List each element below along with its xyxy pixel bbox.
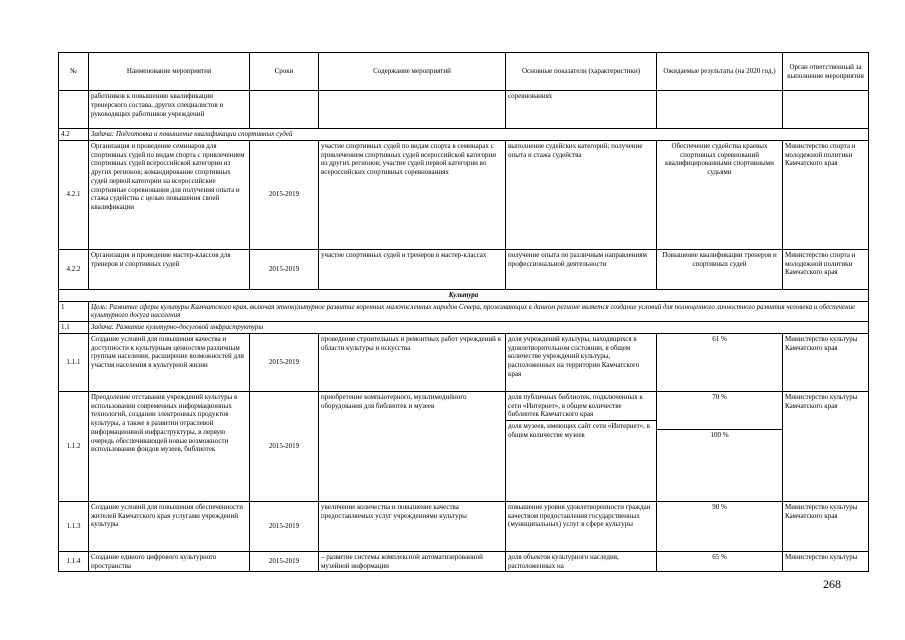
item-period: 2015-2019 bbox=[250, 249, 319, 289]
indicator-entry: доля публичных библиотек, подключенных к сети «Интернет», в общем количестве библиотек Камчатского края bbox=[506, 393, 656, 421]
item-name: работников к повышению квалификации тренерского состава, других специалистов и руководящих работников учреждений bbox=[89, 91, 250, 129]
item-number bbox=[59, 91, 89, 129]
data-row bbox=[59, 551, 869, 572]
header-row bbox=[59, 53, 869, 91]
col-header-num: № bbox=[59, 53, 89, 91]
section-row bbox=[59, 289, 869, 301]
item-responsible: Министерство культуры bbox=[783, 551, 869, 572]
item-period: 2015-2019 bbox=[250, 140, 319, 249]
section-title: Культура bbox=[59, 289, 869, 301]
item-number: 1.1.3 bbox=[59, 501, 89, 551]
item-content: приобретение компьютерного, мультимедийного оборудования для библиотек и музеев bbox=[319, 391, 506, 501]
col-header-period: Сроки bbox=[250, 53, 319, 91]
goal-text: Цель: Развитие сферы культуры Камчатского края, включая этнокультурное развитие коренных малочисленных народов Севера, проживающих в данном регионе является создание условий для полноценного личностного развития человека и обеспечение культурного досуга населения bbox=[89, 301, 869, 322]
data-row bbox=[59, 249, 869, 289]
result-entry: 100 % bbox=[710, 430, 729, 439]
item-results: 61 % bbox=[657, 333, 783, 391]
data-row bbox=[59, 333, 869, 391]
col-header-content: Содержание мероприятий bbox=[319, 53, 506, 91]
item-content: участие спортивных судей по видам спорта в семинарах с привлечением спортивных судей всероссийской категории из других регионов; участие судей первой категории во всероссийских спортивных соревнованиях bbox=[319, 140, 506, 249]
item-name: Преодоление отставания учреждений культуры в использовании современных информационных технологий, создании электронных продуктов культуры, а также в развитии отраслевой информационной инфраструктуры, в первую очередь обеспечивающей новые возможности использования фондов музеев, библиотек bbox=[89, 391, 250, 501]
item-number: 4.2.2 bbox=[59, 249, 89, 289]
item-results bbox=[657, 91, 783, 129]
item-indicators: соревнованиях bbox=[506, 91, 657, 129]
item-responsible: Министерство культуры Камчатского края bbox=[783, 501, 869, 551]
task-number: 4.2 bbox=[59, 129, 89, 141]
item-responsible: Министерство культуры Камчатского края bbox=[783, 333, 869, 391]
data-row bbox=[59, 91, 869, 129]
item-results bbox=[657, 391, 783, 501]
item-period: 2015-2019 bbox=[250, 551, 319, 572]
task-text: Задача: Развитие культурно-досуговой инфраструктуры bbox=[89, 322, 869, 334]
data-row bbox=[59, 140, 869, 249]
col-header-responsible: Орган ответственный за выполнение мероприятия bbox=[783, 53, 869, 91]
item-name: Создание условий для повышения качества и доступности к культурным ценностям различным группам населения, расширение возможностей для участия населения в культурной жизни bbox=[89, 333, 250, 391]
item-content: проведение строительных и ремонтных работ учреждений в области культуры и искусства bbox=[319, 333, 506, 391]
item-indicators: получение опыта по различным направлениям профессиональной деятельности bbox=[506, 249, 657, 289]
item-content: увеличение количества и повышение качества предоставляемых услуг учреждениями культуры bbox=[319, 501, 506, 551]
task-row bbox=[59, 129, 869, 141]
item-period: 2015-2019 bbox=[250, 501, 319, 551]
indicator-entry: доля музеев, имеющих сайт сети «Интернет», в общем количестве музеев bbox=[508, 422, 650, 439]
item-indicators: доля объектов культурного наследия, расположенных на bbox=[506, 551, 657, 572]
table-body bbox=[59, 91, 869, 572]
item-period bbox=[250, 91, 319, 129]
data-row bbox=[59, 501, 869, 551]
item-period: 2015-2019 bbox=[250, 391, 319, 501]
item-results: Повышение квалификации тренеров и спортивных судей bbox=[657, 249, 783, 289]
item-period: 2015-2019 bbox=[250, 333, 319, 391]
item-number: 1.1.1 bbox=[59, 333, 89, 391]
item-indicators: выполнение судейских категорий; получение опыта и стажа судейства bbox=[506, 140, 657, 249]
task-number: 1.1 bbox=[59, 322, 89, 334]
result-entry: 70 % bbox=[657, 393, 782, 430]
item-content: участие спортивных судей и тренеров в мастер-классах bbox=[319, 249, 506, 289]
split-row bbox=[59, 391, 869, 501]
item-number: 4.2.1 bbox=[59, 140, 89, 249]
item-name: Создание единого цифрового культурного пространства bbox=[89, 551, 250, 572]
goal-row bbox=[59, 301, 869, 322]
item-responsible: Министерство культуры Камчатского края bbox=[783, 391, 869, 501]
task-text: Задача: Подготовка и повышение квалификации спортивных судей bbox=[89, 129, 869, 141]
task-row bbox=[59, 322, 869, 334]
item-responsible: Министерство спорта и молодежной политики Камчатского края bbox=[783, 249, 869, 289]
item-results: Обеспечение судейства краевых спортивных соревнований квалифицированными спортивными судьями bbox=[657, 140, 783, 249]
item-responsible bbox=[783, 91, 869, 129]
col-header-results: Ожидаемые результаты (на 2020 год.) bbox=[657, 53, 783, 91]
col-header-name: Наименование мероприятия bbox=[89, 53, 250, 91]
item-results: 90 % bbox=[657, 501, 783, 551]
item-name: Создание условий для повышения обеспеченности жителей Камчатского края услугами учреждений культуры bbox=[89, 501, 250, 551]
item-indicators bbox=[506, 391, 657, 501]
item-number: 1.1.2 bbox=[59, 391, 89, 501]
col-header-indicators: Основные показатели (характеристики) bbox=[506, 53, 657, 91]
item-content: – развитие системы комплексной автоматизированной музейной информации bbox=[319, 551, 506, 572]
item-name: Организация и проведение семинаров для спортивных судей по видам спорта с привлечением спортивных судей всероссийской категории из других регионов; командирование спортивных судей первой категории на всероссийские спортивные соревнования для получения опыта и стажа судейства с целью повышения своей квалификации bbox=[89, 140, 250, 249]
item-results: 65 % bbox=[657, 551, 783, 572]
item-name: Организация и проведение мастер-классов для тренеров и спортивных судей bbox=[89, 249, 250, 289]
item-indicators: доля учреждений культуры, находящихся в удовлетворительном состоянии, в общем количестве учреждений культуры, расположенных на территории Камчатского края bbox=[506, 333, 657, 391]
item-content bbox=[319, 91, 506, 129]
item-indicators: повышение уровня удовлетворенности граждан качеством предоставления государственных (муниципальных) услуг в сфере культуры bbox=[506, 501, 657, 551]
measures-table bbox=[58, 52, 869, 572]
item-number: 1.1.4 bbox=[59, 551, 89, 572]
item-responsible: Министерство спорта и молодежной политики Камчатского края bbox=[783, 140, 869, 249]
page-number: 268 bbox=[823, 577, 841, 591]
goal-number: 1 bbox=[59, 301, 89, 322]
